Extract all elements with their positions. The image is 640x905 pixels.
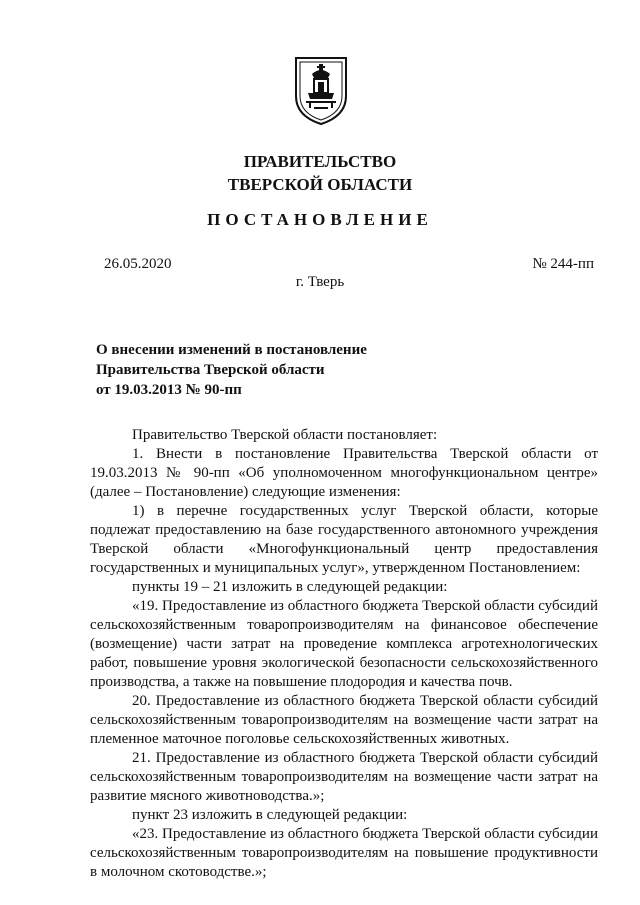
intro-paragraph: Правительство Тверской области постановляет: — [132, 427, 438, 443]
item-1-paragraph: 1. Внести в постановление Правительства Тверской области от 19.03.2013 № 90-пп «Об уполномоченном многофункциональном центре» (далее – Постановление) следующие изменения: — [90, 446, 598, 500]
point-21-paragraph: 21. Предоставление из областного бюджета Тверской области субсидий сельскохозяйственным товаропроизводителям на возмещение части затрат на развитие мясного животноводства.»; — [90, 750, 598, 804]
point-23-intro: пункт 23 изложить в следующей редакции: — [132, 807, 408, 823]
document-city: г. Тверь — [295, 274, 345, 290]
subject-line3: от 19.03.2013 № 90-пп — [96, 382, 242, 398]
org-name-line1: ПРАВИТЕЛЬСТВО — [243, 152, 397, 171]
point-20-paragraph: 20. Предоставление из областного бюджета Тверской области субсидий сельскохозяйственным товаропроизводителям на возмещение части затрат на племенное маточное поголовье сельскохозяйственных животных. — [90, 693, 598, 747]
document-body — [90, 426, 598, 882]
subject-line1: О внесении изменений в постановление — [96, 342, 367, 358]
point-19-paragraph: «19. Предоставление из областного бюджета Тверской области субсидий сельскохозяйственным товаропроизводителям на финансовое обеспечение (возмещение) части затрат на проведение комплекса агротехнологических работ, повышение уровня экологической безопасности сельскохозяйственного производства, а также на повышение плодородия и качества почв. — [90, 598, 598, 690]
item-1-1-paragraph: 1) в перечне государственных услуг Тверской области, которые подлежат предоставлению на базе государственного автономного учреждения Тверской области «Многофункциональный центр предоставления государственных и муниципальных услуг», утвержденном Постановлением: — [90, 503, 598, 576]
points-19-21-intro: пункты 19 – 21 изложить в следующей редакции: — [132, 579, 448, 595]
document-date: 26.05.2020 — [104, 256, 172, 272]
subject-line2: Правительства Тверской области — [96, 362, 325, 378]
point-23-paragraph: «23. Предоставление из областного бюджета Тверской области субсидии сельскохозяйственным товаропроизводителям на повышение продуктивности в молочном скотоводстве.»; — [90, 826, 598, 880]
document-number: № 244-пп — [532, 256, 594, 272]
document-type: ПОСТАНОВЛЕНИЕ — [207, 210, 433, 229]
coat-of-arms-icon — [292, 56, 350, 126]
document-subject — [96, 340, 367, 400]
org-name-line2: ТВЕРСКОЙ ОБЛАСТИ — [227, 175, 413, 194]
coat-of-arms-emblem — [292, 56, 350, 126]
government-title — [0, 150, 640, 196]
